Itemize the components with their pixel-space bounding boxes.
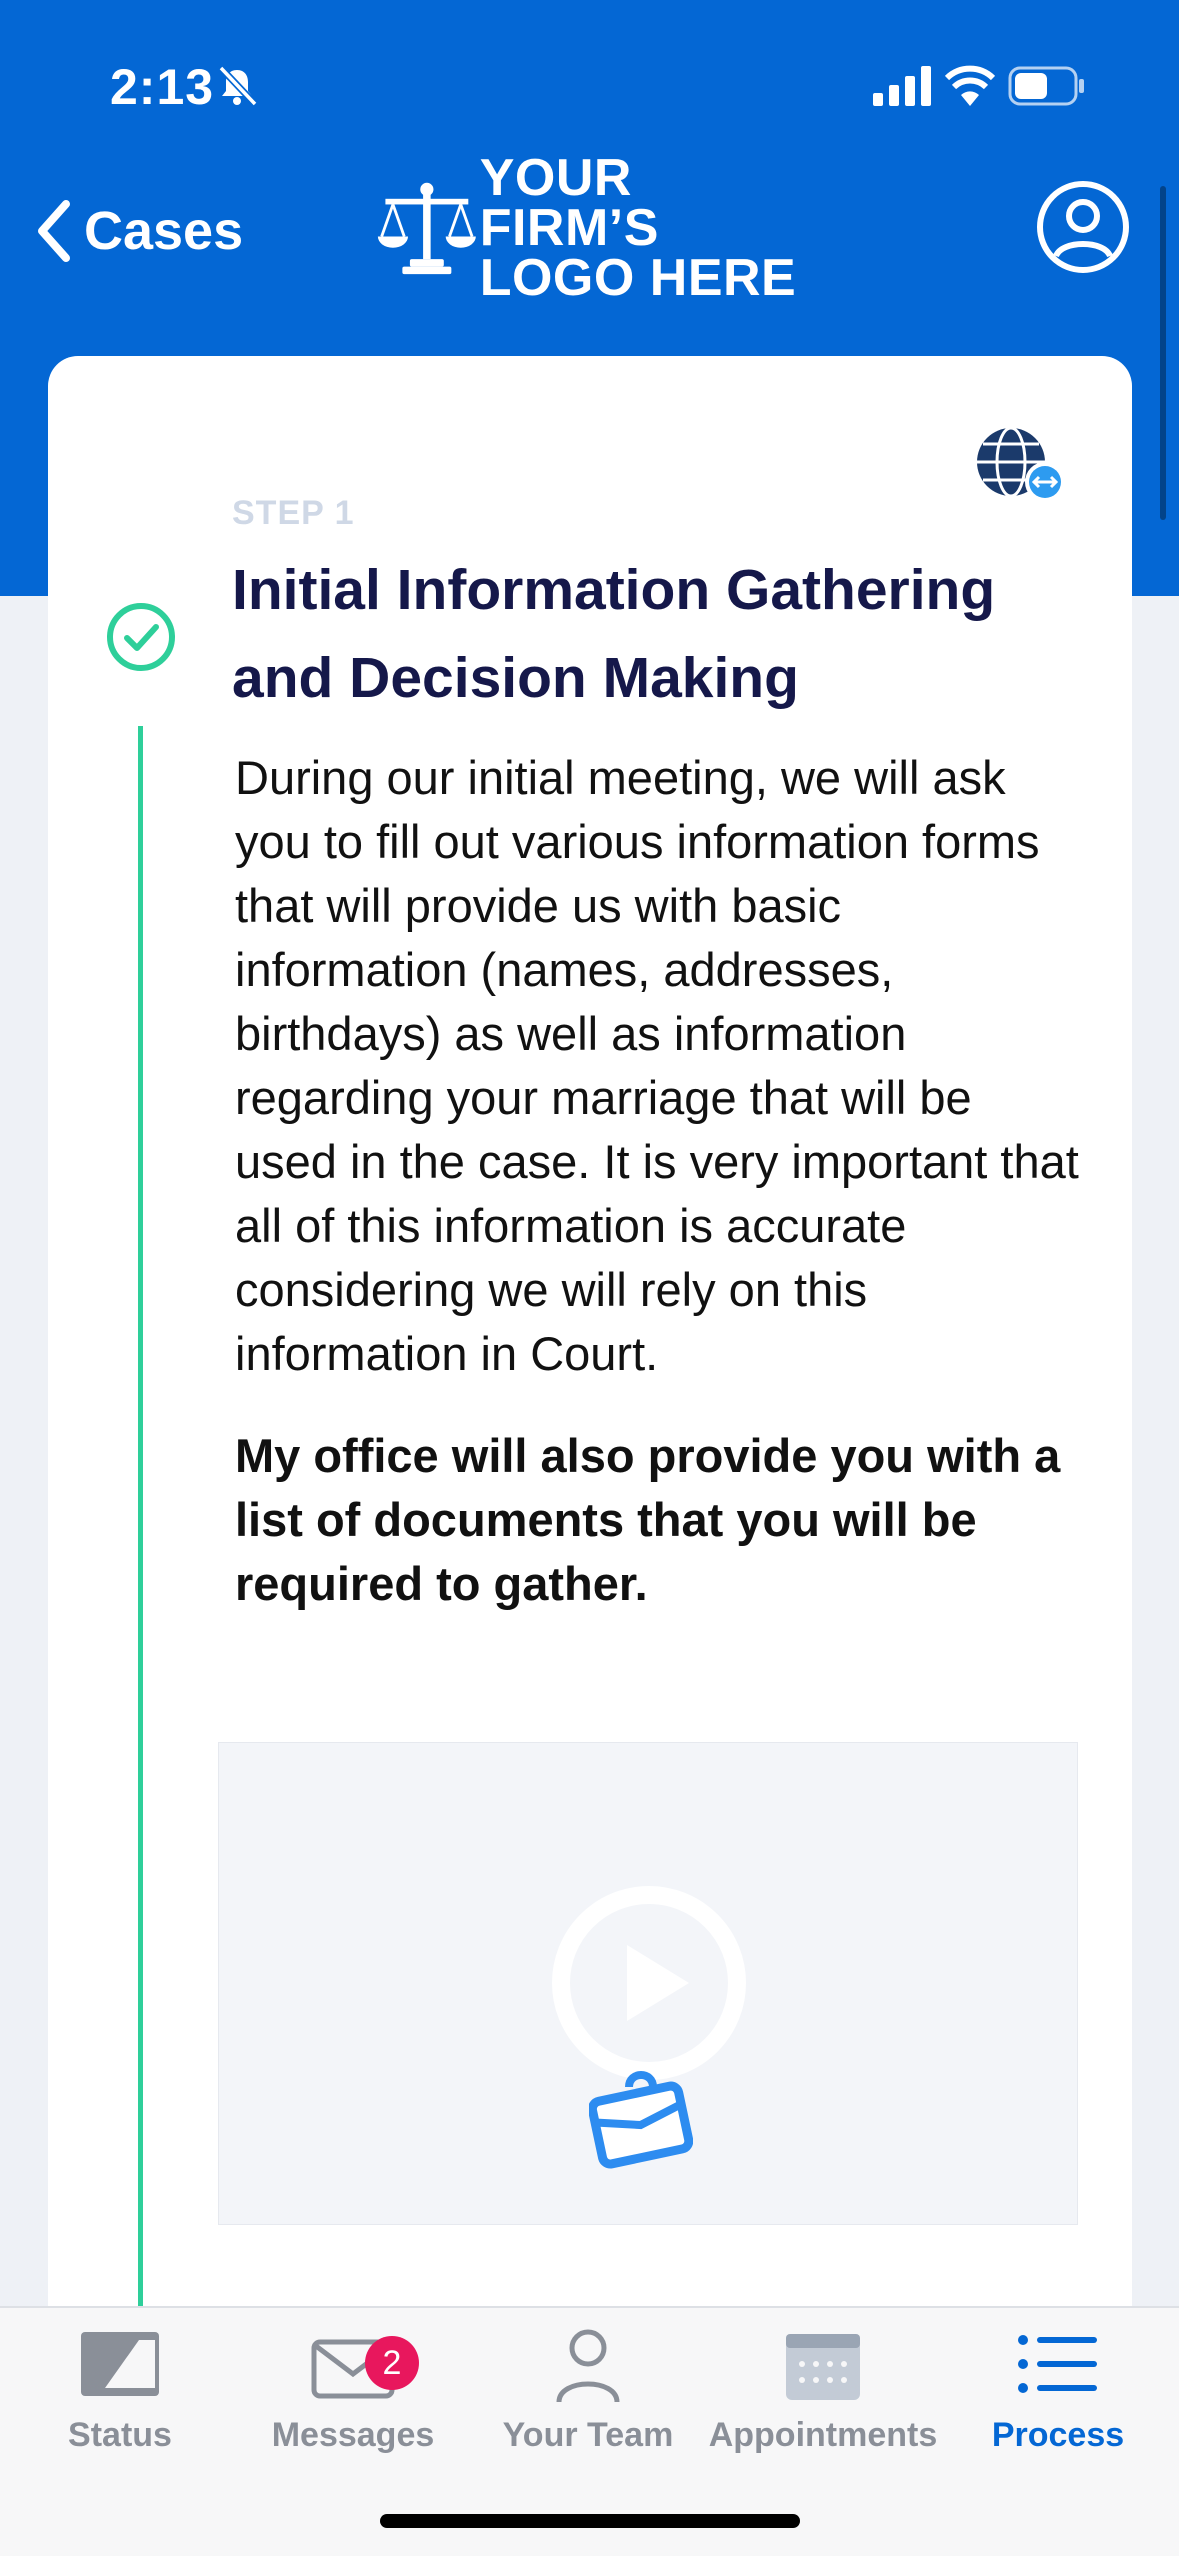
logo-line-2: LOGO HERE bbox=[479, 249, 797, 307]
tab-appointments-label: Appointments bbox=[708, 2416, 938, 2454]
play-icon[interactable] bbox=[549, 1883, 749, 2083]
tab-process[interactable] bbox=[938, 2322, 1178, 2472]
person-icon bbox=[543, 2322, 633, 2406]
status-icon bbox=[75, 2322, 165, 2406]
tab-appointments[interactable] bbox=[703, 2322, 943, 2472]
step-completed-check-icon bbox=[106, 602, 176, 672]
step-video-player[interactable] bbox=[218, 1742, 1078, 2225]
home-indicator bbox=[380, 2514, 800, 2528]
status-bar bbox=[0, 0, 1179, 170]
profile-icon[interactable] bbox=[1036, 180, 1130, 274]
list-icon bbox=[1013, 2322, 1103, 2406]
briefcase-loading-icon bbox=[589, 2059, 693, 2169]
step-timeline-line bbox=[138, 726, 143, 2306]
tab-your-team-label: Your Team bbox=[502, 2416, 674, 2454]
scales-of-justice-icon bbox=[376, 179, 478, 277]
bell-off-icon bbox=[215, 64, 259, 108]
tab-status[interactable] bbox=[0, 2322, 240, 2472]
back-button[interactable] bbox=[36, 196, 243, 266]
chevron-left-icon bbox=[36, 200, 72, 262]
tab-messages-label: Messages bbox=[271, 2416, 435, 2454]
step-documents-note: My office will also provide you with a list of documents that you will be required to gather. bbox=[235, 1429, 1061, 1610]
tab-your-team[interactable] bbox=[468, 2322, 708, 2472]
step-description: During our initial meeting, we will ask you to fill out various information forms that will provide us with basic information (names, addresses, birthdays) as well as information regarding your marriage that will be used in the case. It is very important that all of this information is accurate considering we will rely on this information in Court. bbox=[235, 751, 1079, 1380]
step-number-label: STEP 1 bbox=[232, 494, 355, 532]
scroll-indicator bbox=[1160, 186, 1166, 520]
tab-messages[interactable] bbox=[233, 2322, 473, 2472]
calendar-icon bbox=[778, 2322, 868, 2406]
back-button-label: Cases bbox=[84, 201, 244, 261]
tab-process-label: Process bbox=[991, 2416, 1125, 2454]
wifi-icon bbox=[944, 62, 996, 106]
logo-line-1: YOUR FIRM’S bbox=[479, 149, 659, 257]
firm-logo bbox=[376, 149, 806, 307]
battery-icon bbox=[1008, 66, 1086, 106]
cellular-signal-icon bbox=[873, 66, 933, 106]
status-time: 2:13 bbox=[110, 59, 215, 115]
tab-status-label: Status bbox=[68, 2416, 172, 2454]
translate-globe-icon[interactable] bbox=[975, 426, 1067, 504]
step-title: Initial Information Gathering and Decision Making bbox=[232, 558, 996, 710]
messages-unread-badge: 2 bbox=[365, 2336, 419, 2390]
